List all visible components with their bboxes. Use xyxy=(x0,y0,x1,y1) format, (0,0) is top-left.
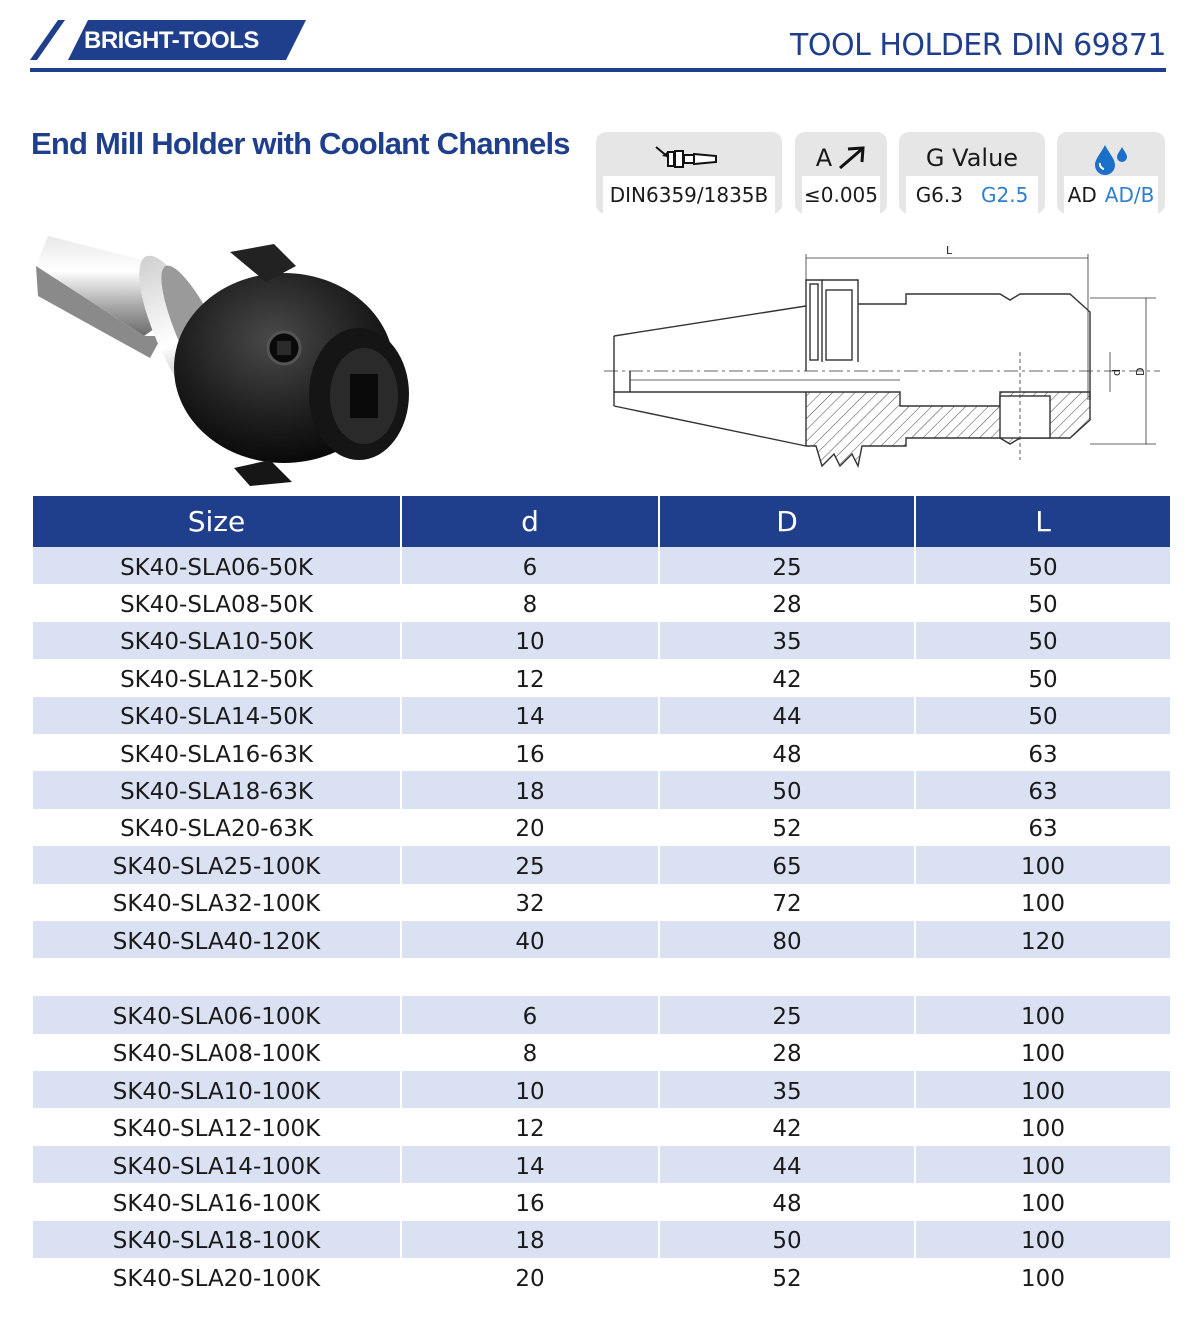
cell-size: SK40-SLA32-100K xyxy=(33,884,401,921)
cell-big-d: 42 xyxy=(659,659,915,696)
coolant-drops-icon xyxy=(1091,141,1131,175)
balance-value-g25: G2.5 xyxy=(981,183,1029,207)
cell-big-d: 28 xyxy=(659,584,915,621)
cell-size: SK40-SLA12-50K xyxy=(33,659,401,696)
table-row xyxy=(33,659,1170,696)
cell-d: 14 xyxy=(401,697,659,734)
cell-l: 50 xyxy=(915,547,1170,584)
brand-logo xyxy=(30,20,306,60)
balance-label: G Value xyxy=(925,144,1019,172)
cell-d: 25 xyxy=(401,846,659,883)
cell-size: SK40-SLA06-100K xyxy=(33,996,401,1033)
table-row xyxy=(33,584,1170,621)
column-header-d: d xyxy=(401,496,659,547)
cell-d: 18 xyxy=(401,771,659,808)
table-row xyxy=(33,921,1170,958)
cell-size: SK40-SLA10-100K xyxy=(33,1071,401,1108)
table-header-row xyxy=(33,496,1170,547)
cell-d: 6 xyxy=(401,996,659,1033)
cell-l: 50 xyxy=(915,622,1170,659)
technical-drawing xyxy=(600,240,1170,480)
cell-big-d: 35 xyxy=(659,622,915,659)
cell-l: 100 xyxy=(915,1108,1170,1145)
cell-size: SK40-SLA16-63K xyxy=(33,734,401,771)
cell-big-d: 42 xyxy=(659,1108,915,1145)
cell-size: SK40-SLA08-100K xyxy=(33,1034,401,1071)
standard-badge xyxy=(596,132,782,214)
cell-l: 50 xyxy=(915,584,1170,621)
cell-size: SK40-SLA18-63K xyxy=(33,771,401,808)
cell-big-d: 35 xyxy=(659,1071,915,1108)
cell-l: 120 xyxy=(915,921,1170,958)
table-row xyxy=(33,1258,1170,1295)
table-row xyxy=(33,622,1170,659)
table-row xyxy=(33,1071,1170,1108)
cell-l: 100 xyxy=(915,1071,1170,1108)
cell-l: 63 xyxy=(915,734,1170,771)
cell-size: SK40-SLA06-50K xyxy=(33,547,401,584)
runout-arrow-icon xyxy=(838,146,866,170)
cell-big-d: 52 xyxy=(659,1258,915,1295)
collet-clamp-icon xyxy=(654,143,724,173)
cell-size: SK40-SLA25-100K xyxy=(33,846,401,883)
cell-l: 100 xyxy=(915,1221,1170,1258)
cell-big-d: 50 xyxy=(659,1221,915,1258)
cell-l: 100 xyxy=(915,1146,1170,1183)
cell-l: 50 xyxy=(915,697,1170,734)
coolant-value-adb: AD/B xyxy=(1104,183,1155,207)
table-row xyxy=(33,771,1170,808)
cell-big-d: 65 xyxy=(659,846,915,883)
column-header-big-d: D xyxy=(659,496,915,547)
cell-l: 100 xyxy=(915,1258,1170,1295)
table-row xyxy=(33,1108,1170,1145)
coolant-value-ad: AD xyxy=(1067,183,1097,207)
table-row xyxy=(33,884,1170,921)
product-photo xyxy=(34,218,420,488)
cell-d: 16 xyxy=(401,1183,659,1220)
cell-size: SK40-SLA10-50K xyxy=(33,622,401,659)
accuracy-value: ≤0.005 xyxy=(803,183,878,207)
cell-l: 100 xyxy=(915,996,1170,1033)
cell-l: 63 xyxy=(915,809,1170,846)
column-header-l: L xyxy=(915,496,1170,547)
cell-d: 10 xyxy=(401,622,659,659)
cell-big-d: 80 xyxy=(659,921,915,958)
coolant-badge xyxy=(1057,132,1165,214)
cell-l: 100 xyxy=(915,884,1170,921)
table-row xyxy=(33,734,1170,771)
cell-size: SK40-SLA20-100K xyxy=(33,1258,401,1295)
cell-big-d: 25 xyxy=(659,996,915,1033)
dimension-table xyxy=(33,496,1170,1295)
cell-big-d: 48 xyxy=(659,1183,915,1220)
cell-big-d: 72 xyxy=(659,884,915,921)
header-divider xyxy=(30,68,1166,72)
table-row xyxy=(33,1183,1170,1220)
outer-diameter-label: D xyxy=(1134,367,1147,376)
table-row xyxy=(33,1221,1170,1258)
table-row xyxy=(33,697,1170,734)
cell-big-d: 25 xyxy=(659,547,915,584)
cell-d: 14 xyxy=(401,1146,659,1183)
cell-size: SK40-SLA12-100K xyxy=(33,1108,401,1145)
cell-big-d: 50 xyxy=(659,771,915,808)
cell-l: 63 xyxy=(915,771,1170,808)
balance-badge xyxy=(899,132,1045,214)
column-header-size: Size xyxy=(33,496,401,547)
cell-d: 12 xyxy=(401,659,659,696)
cell-big-d: 44 xyxy=(659,1146,915,1183)
cell-size: SK40-SLA08-50K xyxy=(33,584,401,621)
table-row xyxy=(33,809,1170,846)
cell-size: SK40-SLA16-100K xyxy=(33,1183,401,1220)
cell-big-d: 44 xyxy=(659,697,915,734)
spacer-cell xyxy=(33,958,1170,996)
cell-d: 20 xyxy=(401,1258,659,1295)
cell-d: 8 xyxy=(401,584,659,621)
table-row xyxy=(33,547,1170,584)
balance-value-g63: G6.3 xyxy=(915,183,963,207)
table-group-spacer xyxy=(33,958,1170,996)
cell-d: 10 xyxy=(401,1071,659,1108)
cell-size: SK40-SLA40-120K xyxy=(33,921,401,958)
cell-d: 6 xyxy=(401,547,659,584)
table-row xyxy=(33,996,1170,1033)
accuracy-label: A xyxy=(815,144,833,172)
cell-d: 16 xyxy=(401,734,659,771)
cell-l: 100 xyxy=(915,1034,1170,1071)
accuracy-badge xyxy=(795,132,887,214)
cell-d: 20 xyxy=(401,809,659,846)
standard-value: DIN6359/1835B xyxy=(609,183,769,207)
brand-logo-text: BRIGHT-TOOLS xyxy=(84,27,259,54)
cell-d: 8 xyxy=(401,1034,659,1071)
table-row xyxy=(33,1146,1170,1183)
cell-size: SK40-SLA18-100K xyxy=(33,1221,401,1258)
length-label: L xyxy=(946,244,953,257)
inner-diameter-label: d xyxy=(1110,369,1123,376)
document-title: TOOL HOLDER DIN 69871 xyxy=(790,28,1166,63)
cell-l: 50 xyxy=(915,659,1170,696)
cell-d: 40 xyxy=(401,921,659,958)
cell-big-d: 48 xyxy=(659,734,915,771)
product-title: End Mill Holder with Coolant Channels xyxy=(31,126,570,161)
table-row xyxy=(33,1034,1170,1071)
cell-d: 18 xyxy=(401,1221,659,1258)
cell-size: SK40-SLA14-100K xyxy=(33,1146,401,1183)
cell-l: 100 xyxy=(915,1183,1170,1220)
cell-size: SK40-SLA14-50K xyxy=(33,697,401,734)
cell-big-d: 52 xyxy=(659,809,915,846)
cell-big-d: 28 xyxy=(659,1034,915,1071)
cell-size: SK40-SLA20-63K xyxy=(33,809,401,846)
table-row xyxy=(33,846,1170,883)
cell-l: 100 xyxy=(915,846,1170,883)
cell-d: 12 xyxy=(401,1108,659,1145)
cell-d: 32 xyxy=(401,884,659,921)
